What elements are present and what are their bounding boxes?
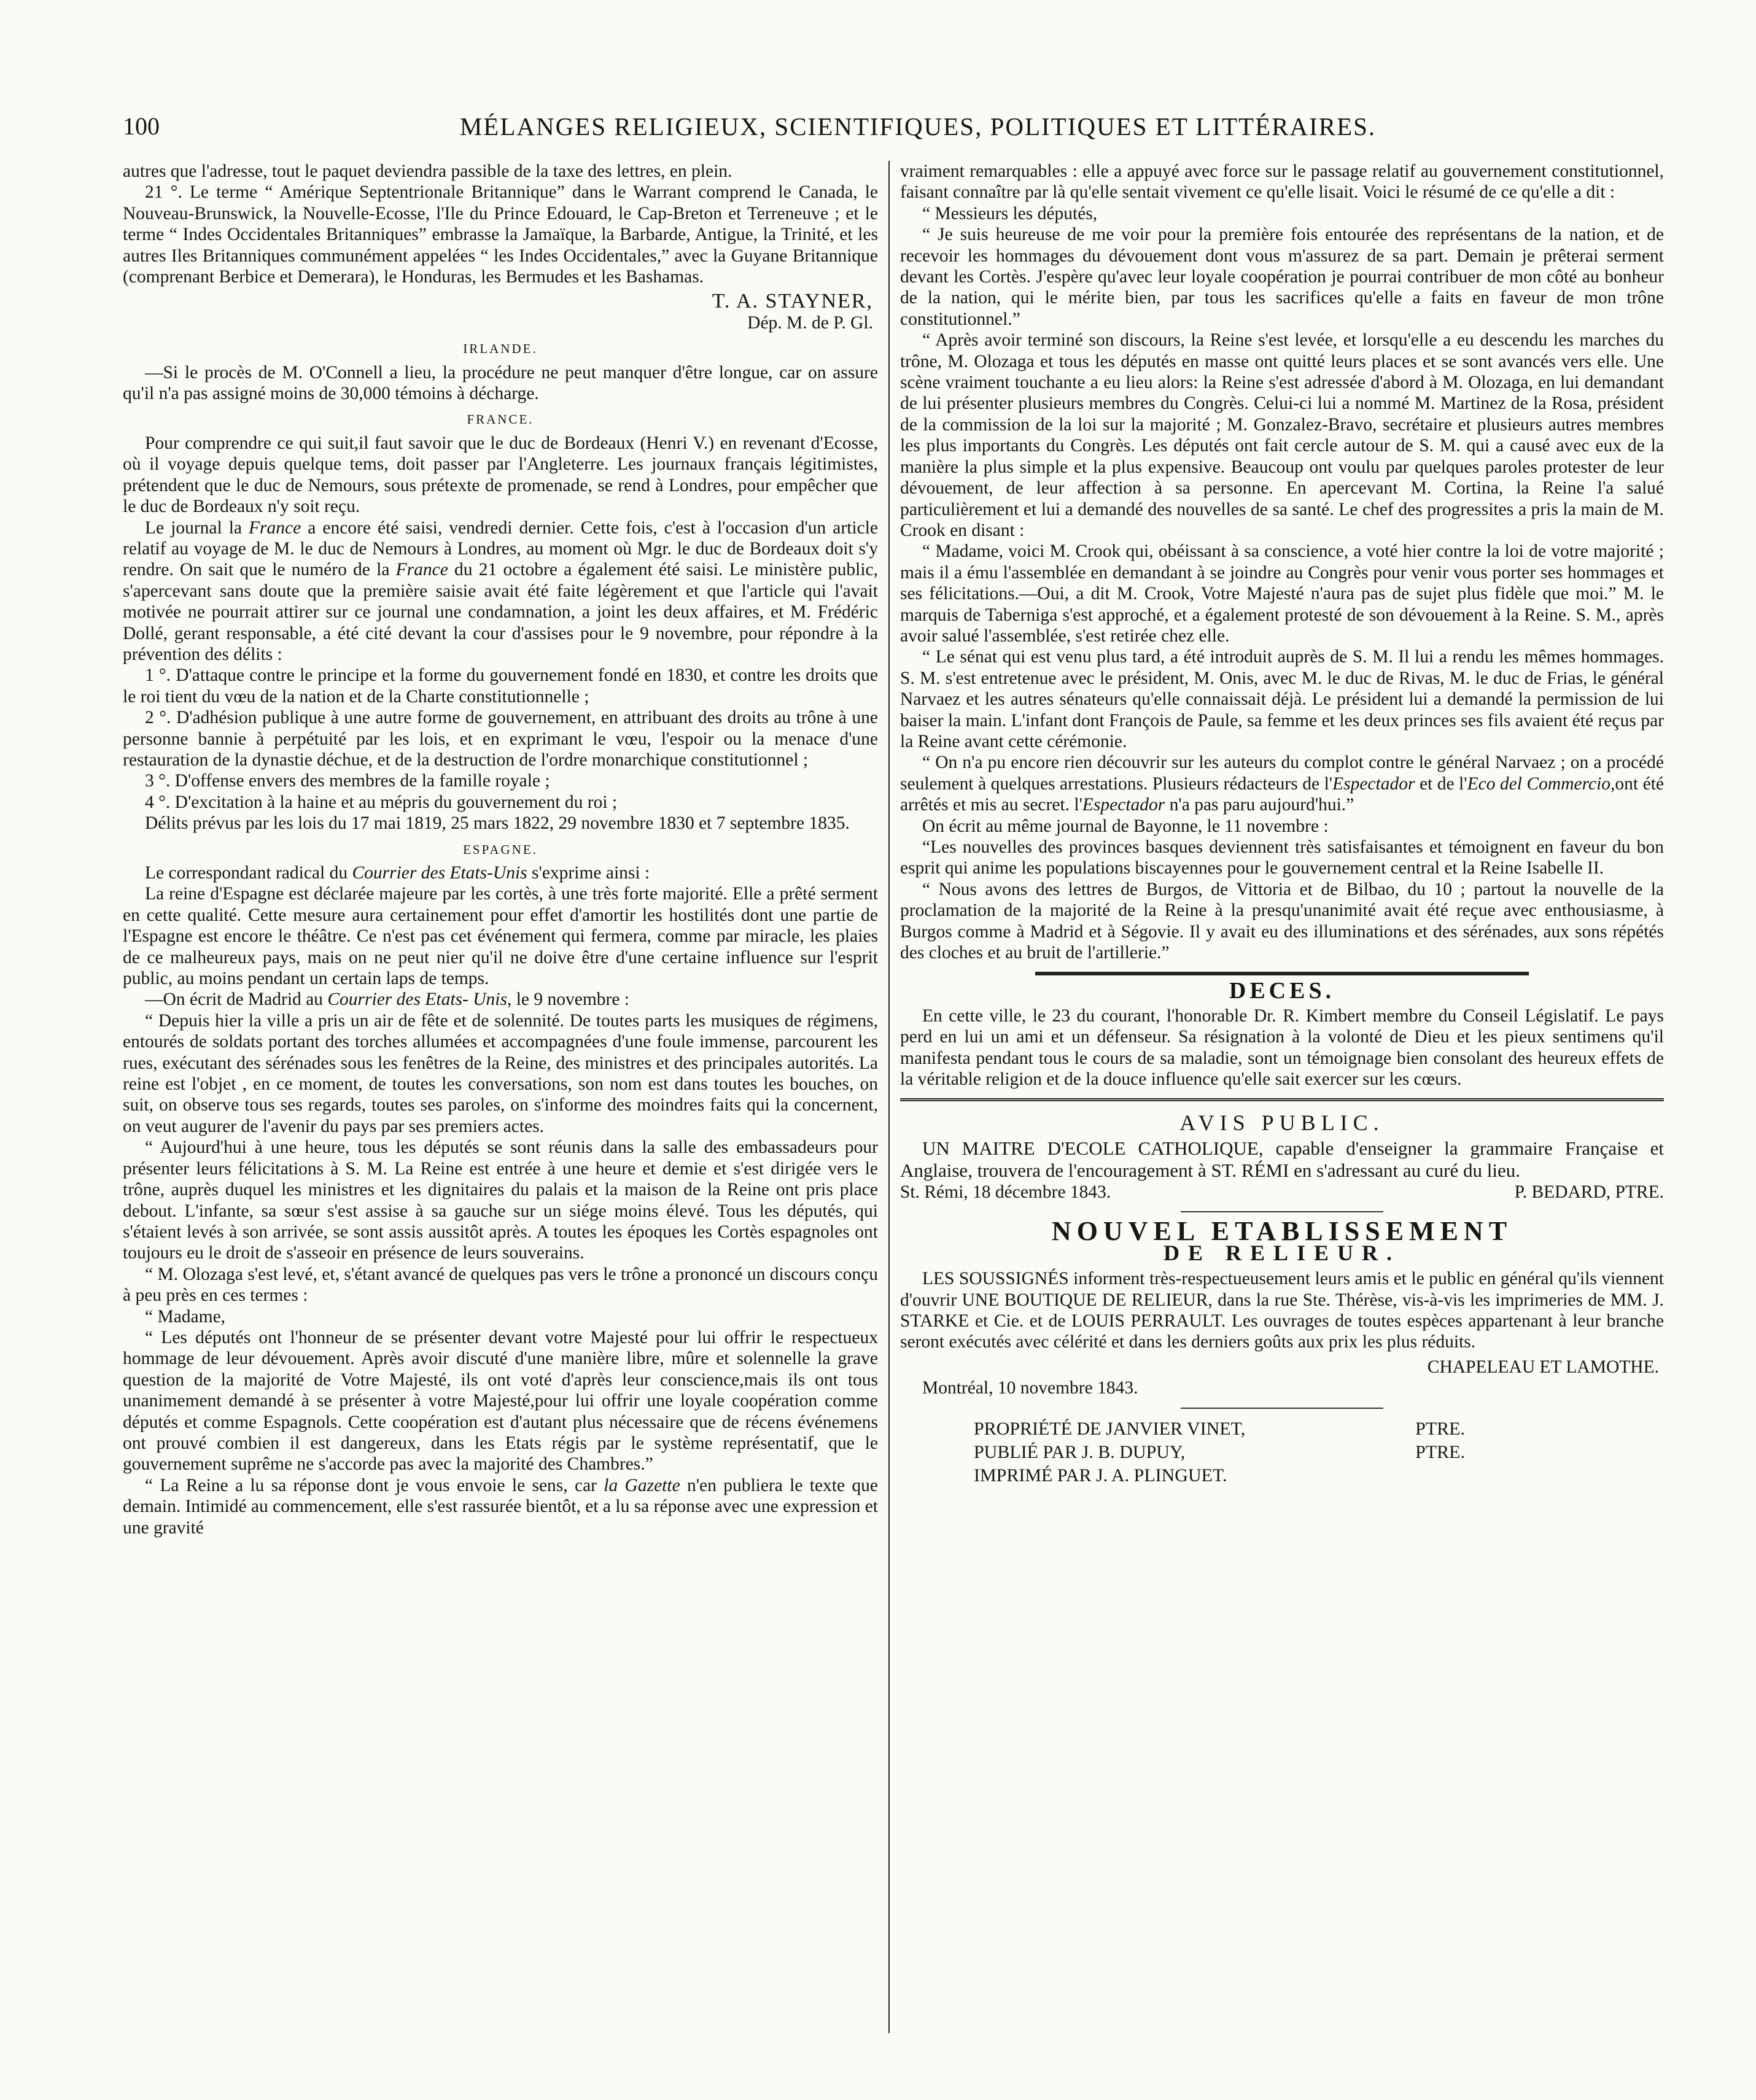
paragraph: “ Madame, voici M. Crook qui, obéissant à sa conscience, a voté hier contre la loi de votre majorité ; mais il a ému l'assemblée en demandant à se joindre au Congrès pour venir vous porter ses hommages et ses félicitations.—Oui, a dit M. Crook, Votre Majesté n'aura pas de sujet plus fidèle que moi.” M. le marquis de Taberniga s'est approché, et a également protesté de son dévouement à la Reine. S. M., après avoir salué l'assemblée, s'est retirée chez elle. [900,541,1664,646]
paragraph: “ Les députés ont l'honneur de se présenter devant votre Majesté pour lui offrir le respectueux hommage de leur dévouement. Après avoir discuté d'une manière libre, mûre et solennelle la grave question de la majorité de Votre Majesté, ils ont voté d'après leur conscience,mais ils ont tous unanimement demandé à se présenter à votre Majesté,pour lui offrir une loyale coopération comme députés et comme Espagnols. Cette coopération est d'autant plus nécessaire que de récens événemens ont prouvé combien il est dangereux, dans les Etats régis par le système représentatif, que le gouvernement suprême ne s'accorde pas avec la majorité des Chambres.” [123,1327,878,1474]
list-item: 1 °. D'attaque contre le principe et la forme du gouvernement fondé en 1830, et contre les droits que le roi tient du vœu de la nation et de la Charte constitutionnelle ; [123,665,878,707]
text-run: Le correspondant radical du [145,863,352,883]
text-run: , le 9 novembre : [507,990,630,1010]
double-rule [900,1098,1664,1104]
running-title: MÉLANGES RELIGIEUX, SCIENTIFIQUES, POLITIQUES ET LITTÉRAIRES. [459,112,1377,141]
nouvel-date: Montréal, 10 novembre 1843. [922,1378,1138,1398]
avis-notice: UN MAITRE D'ECOLE CATHOLIQUE, capable d'enseigner la grammaire Française et Anglaise, trouvera de l'encouragement à ST. RÉMI en s'adressant au curé du lieu. [900,1137,1664,1181]
paragraph: autres que l'adresse, tout le paquet deviendra passible de la taxe des lettres, en plein. [123,161,732,181]
text-run: n'a pas paru aujourd'hui.” [1165,795,1354,815]
avis-signature [900,1182,1664,1203]
imprint-owner: PROPRIÉTÉ DE JANVIER VINET, [974,1418,1246,1439]
list-item: 2 °. D'adhésion publique à une autre forme de gouvernement, en attribuant des droits au trône à une personne bannie à perpétuité par les lois, et en exprimant le vœu, l'espoir ou la menace d'une restauration de la dynastie déchue, et de la destruction de l'ordre monarchique constitutionnel ; [123,708,878,770]
signature-block [123,291,873,333]
imprint-title: PTRE. [1415,1441,1465,1462]
paragraph: “ Le sénat qui est venu plus tard, a été introduit auprès de S. M. Il lui a rendu les mêmes hommages. S. M. s'est entretenue avec le président, M. Onis, avec M. le duc de Rivas, M. le duc de Frias, le général Narvaez et les autres sénateurs qu'elle connaissait déjà. Le président lui a demandé la permission de lui baiser la main. L'infant dont François de Paule, sa femme et les deux princes ses fils avaient été reçus par la Reine avant cette cérémonie. [900,647,1664,751]
column-divider [888,161,890,2033]
left-column [123,161,878,1538]
journal-name: Courrier des Etats-Unis [352,863,527,883]
signature-title: Dép. M. de P. Gl. [747,312,873,333]
avis-heading: AVIS PUBLIC. [1179,1110,1385,1136]
avis-date: St. Rémi, 18 décembre 1843. [900,1182,1111,1202]
imprint-title: PTRE. [1415,1418,1465,1439]
nouvel-signer: CHAPELEAU ET LAMOTHE. [1427,1357,1659,1377]
journal-name: la Gazette [604,1475,680,1495]
journal-name: France [395,560,448,580]
section-heading-espagne: ESPAGNE. [463,842,538,857]
signature-name: T. A. STAYNER, [712,290,873,313]
nouvel-notice: LES SOUSSIGNÉS informent très-respectueusement leurs amis et le public en général qu'ils viennent d'ouvrir UNE BOUTIQUE DE RELIEUR, dans la rue Ste. Thérèse, vis-à-vis les imprimeries de MM. J. STARKE et Cie. et de LOUIS PERRAULT. Les ouvrages de toutes espèces appartenant à leur branche seront exécutés avec célérité et dans les derniers goûts aux prix les plus réduits. [900,1269,1664,1352]
paragraph: —Si le procès de M. O'Connell a lieu, la procédure ne peut manquer d'être longue, car on assure qu'il n'a pas assigné moins de 30,000 témoins à décharge. [123,362,878,404]
nouvel-heading: NOUVEL ETABLISSEMENT [1051,1216,1513,1247]
journal-name: Courrier des Etats- Unis [327,990,507,1010]
paragraph: Pour comprendre ce qui suit,il faut savoir que le duc de Bordeaux (Henri V.) en revenant d'Ecosse, où il voyage depuis quelque tems, doit passer par l'Angleterre. Les journaux français légitimistes, prétendent que le duc de Nemours, sous prétexte de promenade, se rend à Londres, pour empêcher que le duc de Bordeaux n'y soit reçu. [123,433,878,517]
paragraph: Délits prévus par les lois du 17 mai 1819, 25 mars 1822, 29 novembre 1830 et 7 septembre 1835. [145,813,850,834]
list-item: 3 °. D'offense envers des membres de la famille royale ; [145,771,550,791]
page-number: 100 [123,112,160,140]
paragraph: 21 °. Le terme “ Amérique Septentrionale Britannique” dans le Warrant comprend le Canada, le Nouveau-Brunswick, la Nouvelle-Ecosse, l'Ile du Prince Edouard, le Cap-Breton et Terreneuve ; et le terme “ Indes Occidentales Britanniques” embrasse la Jamaïque, la Barbarde, Antigue, la Trinité, et les autres Iles Britanniques communément appelées “ les Indes Occidentales,” avec la Guyane Britannique (comprenant Berbice et Demerara), le Honduras, les Bermudes et les Bashamas. [123,182,878,287]
paragraph: On écrit au même journal de Bayonne, le 11 novembre : [922,816,1329,836]
text-run: “ On n'a pu encore rien découvrir sur les auteurs du complot contre le général Narvaez ; on a procédé seulement à quelques arrestations. Plusieurs rédacteurs de l' [900,753,1664,794]
small-rule [1181,1408,1383,1409]
paragraph [123,517,878,665]
text-run: ont été arrêtés et mis au secret. l' [900,773,1664,815]
nouvel-subheading: DE RELIEUR. [1163,1240,1401,1265]
paragraph: “ Nous avons des lettres de Burgos, de Vittoria et de Bilbao, du 10 ; partout la nouvelle de la proclamation de la majorité de la Reine à la presqu'unanimité avait été reçue avec enthousiasme, à Burgos comme à Madrid et à Ségovie. Il y avait eu des illuminations et des sérénades, aux sons répétés des cloches et au bruit de l'artillerie.” [900,879,1664,963]
journal-name: Espectador [1332,773,1415,794]
page-header [123,112,1713,146]
section-heading-irlande: IRLANDE. [463,341,538,357]
paragraph: “ Madame, [145,1306,226,1327]
deces-notice: En cette ville, le 23 du courant, l'honorable Dr. R. Kimbert membre du Conseil Législatif. Le pays perd en lui un ami et un défenseur. Sa résignation à la volonté de Dieu et les pieux sentimens qu'il manifesta pendant tous le cours de sa maladie, sont un témoignage bien consolant des heureux effets de la véritable religion et de la douce influence qu'elle sait exercer sur les cœurs. [900,1005,1664,1090]
paragraph: “ Aujourd'hui à une heure, tous les députés se sont réunis dans la salle des embassadeurs pour présenter leurs félicitations à S. M. La Reine est entrée à une heure et demie et s'est dirigée vers le trône, auprès duquel les ministres et les dignitaires du palais et la maison de la Reine ont pris place debout. L'infante, sa sœur s'est assise à sa gauche sur un siége moins élevé. Tous les députés, qui s'étaient levés à son arrivée, se sont assis aussitôt après. A toutes les époques les Cortès espagnoles ont toujours eu le droit de s'asseoir en présence de leurs souverains. [123,1137,878,1263]
text-run: et de l' [1415,773,1467,794]
paragraph [900,752,1664,815]
text-run: s'exprime ainsi : [527,863,650,883]
paragraph: “ Messieurs les députés, [922,203,1098,223]
paragraph: “ M. Olozaga s'est levé, et, s'étant avancé de quelques pas vers le trône a prononcé un discours conçu à peu près en ces termes : [123,1264,878,1306]
imprint-printer: IMPRIMÉ PAR J. A. PLINGUET. [974,1465,1227,1486]
text-run: “ La Reine a lu sa réponse dont je vous envoie le sens, car [145,1475,604,1495]
paragraph: “Les nouvelles des provinces basques deviennent très satisfaisantes et témoignent en faveur du bon esprit qui anime les populations biscayennes pour le gouvernement central et la Reine Isabelle II. [900,837,1664,878]
paragraph [123,989,878,1010]
right-column [900,161,1664,1487]
text-run: du 21 octobre a également été saisi. Le ministère public, s'apercevant sans doute que la première saisie avait été faite légèrement et que l'article qui l'avait motivée ne pourrait attirer sur ce journal une condamnation, a joint les deux affaires, et M. Frédéric Dollé, gerant responsable, a été cité devant la cour d'assises pour le 9 novembre, pour répondre à la prévention des délits : [123,560,879,664]
text-run: —On écrit de Madrid au [145,990,328,1010]
section-rule [1035,972,1529,975]
imprint-row [974,1464,1465,1487]
imprint-row [974,1441,1465,1464]
text-run: n'en publiera le texte que demain. Intimidé au commencement, elle s'est rassurée bientôt, et a lu sa réponse avec une expression et une gravité [123,1475,878,1538]
imprint-publisher: PUBLIÉ PAR J. B. DUPUY, [974,1441,1186,1462]
text-run: a encore été saisi, vendredi dernier. Cette fois, c'est à l'occasion d'un article relatif au voyage de M. le duc de Nemours à Londres, au moment où Mgr. le duc de Bordeaux doit s'y rendre. On sait que le numéro de la [123,517,878,580]
journal-name: France [249,517,301,538]
imprint-row [974,1417,1465,1441]
paragraph: “ Je suis heureuse de me voir pour la première fois entourée des représentans de la nation, et de recevoir les hommages du dévouement dont vous m'assurez de sa part. Demain je prêterai serment devant les Cortès. J'espère qu'avec leur loyale coopération je pourrai contribuer de mon côté au bonheur de la nation, qui le mérite bien, par tous les sacrifices qu'elle a faits en faveur de mon trône constitutionnel.” [900,225,1664,329]
paragraph: La reine d'Espagne est déclarée majeure par les cortès, à une très forte majorité. Elle a prêté serment en cette qualité. Cette mesure aura certainement pour effet d'amortir les hostilités dont une partie de l'Espagne est encore le théâtre. Ce n'est pas cet événement qui fermera, comme par miracle, les plaies de ce malheureux pays, mais on ne peut nier qu'il ne doive être d'une certaine influence sur l'esprit public, au moins pendant un certain laps de temps. [123,884,878,989]
paragraph: vraiment remarquables : elle a appuyé avec force sur le passage relatif au gouvernement constitutionnel, faisant connaître par là qu'elle sentait vivement ce qu'elle lisait. Voici le résumé de ce qu'elle a dit : [900,161,1664,203]
small-rule [1181,1211,1383,1212]
deces-heading: DECES. [1229,978,1335,1004]
journal-name: Espectador [1082,795,1165,815]
paragraph: “ Après avoir terminé son discours, la Reine s'est levée, et lorsqu'elle a eu descendu les marches du trône, M. Olozaga et tous les députés en masse ont quitté leurs places et se sont avancés vers elle. Une scène vraiment touchante a eu lieu alors: la Reine s'est adressée d'abord à M. Olozaga, en lui demandant de lui présenter plusieurs membres du Congrès. Celui-ci lui a nommé M. Martinez de la Rosa, président de la commission de la loi sur la majorité ; M. Gonzalez-Bravo, secrétaire et plusieurs autres membres les plus importants du Congrès. Les députés ont fait cercle autour de S. M. qui a causé avec eux de la manière la plus simple et la plus expensive. Beaucoup ont voulu par quelques paroles protester de leur dévouement, de leur affection à sa personne. En apercevant M. Cortina, la Reine l'a salué particulièrement et lui a demandé des nouvelles de sa santé. Le chef des progressites a pris la main de M. Crook en disant : [900,330,1664,540]
paragraph [123,862,878,883]
avis-signer: P. BEDARD, PTRE. [1514,1182,1664,1202]
paragraph [123,1475,878,1538]
journal-name: Eco del Commercio, [1467,773,1615,794]
section-heading-france: FRANCE. [467,412,534,427]
text-run: Le journal la [145,517,249,538]
imprint-block [974,1417,1465,1487]
paragraph: “ Depuis hier la ville a pris un air de fête et de solennité. De toutes parts les musiques de régimens, entourés de soldats portant des torches allumées et accompagnées d'une foule immense, parcourent les rues, exécutant des sérénades sous les fenêtres de la Reine, des ministres et des principales autorités. La reine est l'objet , en ce moment, de toutes les conversations, son nom est dans toutes les bouches, on suit, on observe tous ses regards, toutes ses paroles, on s'informe des moindres faits qui la concernent, on veut augurer de l'avenir du pays par ses premiers actes. [123,1010,878,1136]
list-item: 4 °. D'excitation à la haine et au mépris du gouvernement du roi ; [145,792,618,812]
